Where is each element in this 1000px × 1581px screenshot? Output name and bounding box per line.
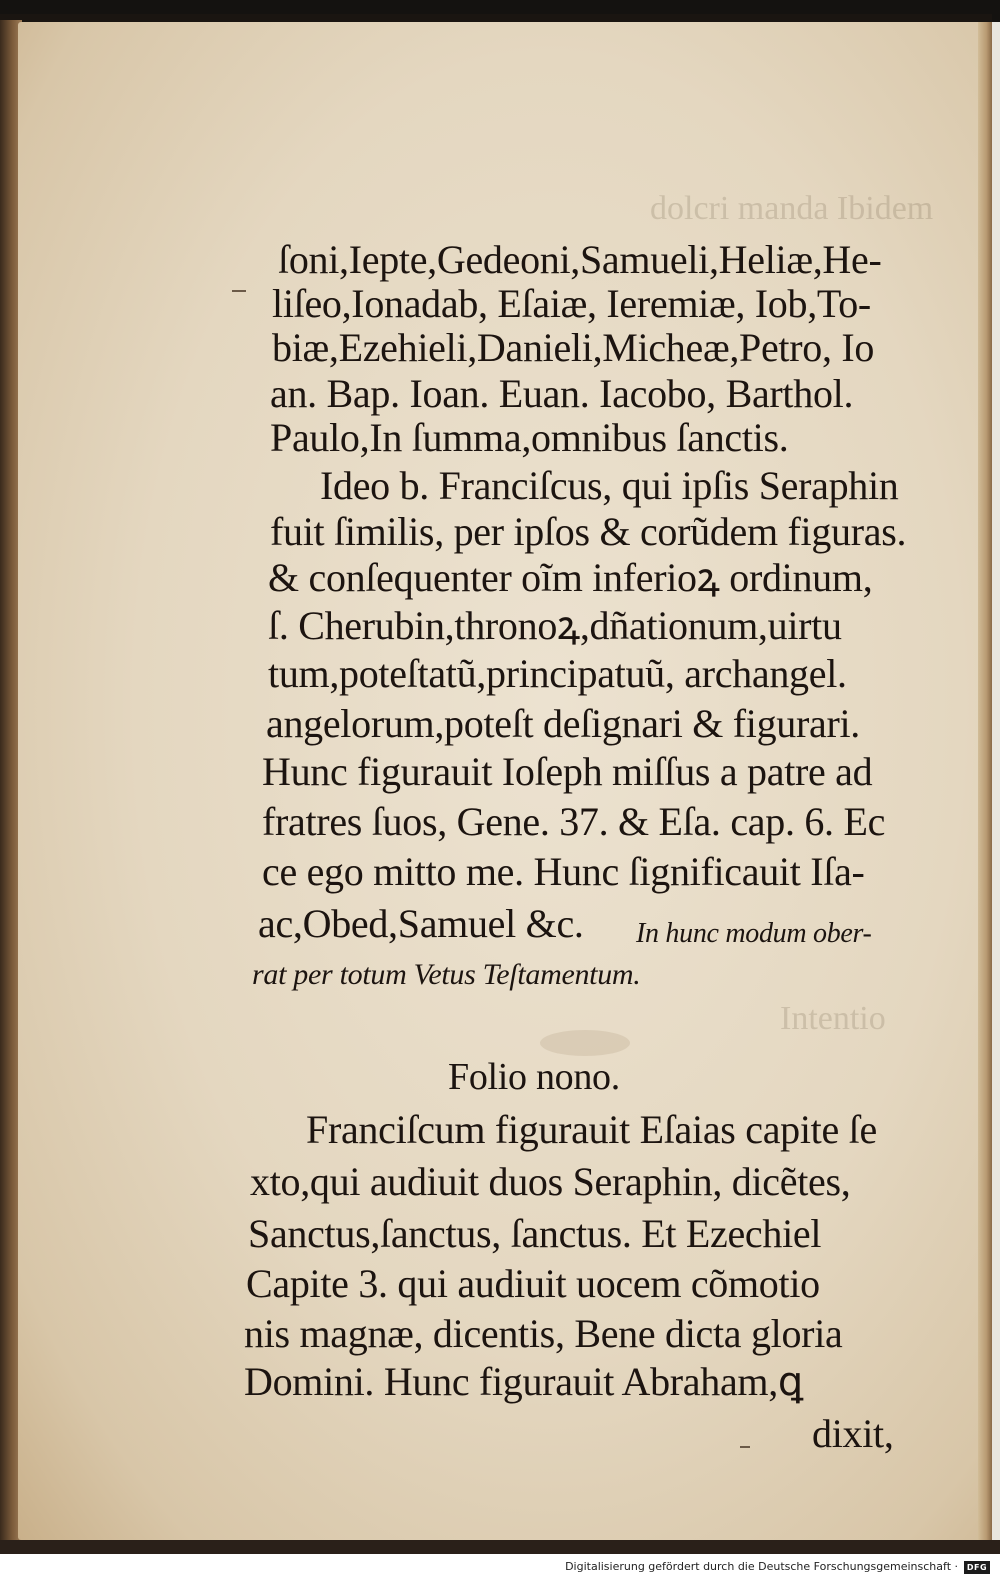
text-line: fuit ſimilis, per ipſos & corũdem figuras. — [270, 509, 907, 554]
section-heading: Folio nono. — [448, 1056, 620, 1098]
scan-bottom-band — [0, 1540, 1000, 1554]
page-right-edge — [978, 22, 992, 1540]
text-line: Ideo b. Franciſcus, qui ipſis Seraphin — [320, 463, 899, 508]
margin-mark — [232, 290, 246, 292]
text-line: Domini. Hunc figurauit Abraham,ꝗ — [244, 1359, 804, 1404]
text-line: Capite 3. qui audiuit uocem cõmotio — [246, 1261, 820, 1306]
text-line: ac,Obed,Samuel &c. — [258, 901, 584, 946]
catchword: dixit, — [812, 1411, 894, 1456]
text-line: Franciſcum figurauit Eſaias capite ſe — [306, 1107, 877, 1152]
italic-note: In hunc modum ober- — [636, 918, 872, 949]
dfg-logo: DFG — [964, 1561, 990, 1574]
margin-mark — [740, 1446, 750, 1448]
text-line: an. Bap. Ioan. Euan. Iacobo, Barthol. — [270, 371, 854, 416]
text-line: fratres ſuos, Gene. 37. & Eſa. cap. 6. Ec — [262, 799, 886, 844]
text-line: liſeo,Ionadab, Eſaiæ, Ieremiæ, Iob,To- — [272, 281, 871, 326]
text-line: Hunc figurauit Ioſeph miſſus a patre ad — [262, 749, 873, 794]
text-line: Paulo,In ſumma,omnibus ſanctis. — [270, 415, 789, 460]
text-line: ce ego mitto me. Hunc ſignificauit Iſa- — [262, 849, 865, 894]
text-line: xto,qui audiuit duos Seraphin, dicẽtes, — [250, 1159, 851, 1204]
text-line: nis magnæ, dicentis, Bene dicta gloria — [244, 1311, 843, 1356]
text-line: ſ. Cherubin,thronoꝝ,dñationum,uirtu — [268, 603, 842, 648]
italic-note: rat per totum Vetus Teſtamentum. — [252, 958, 641, 991]
text-line: & conſequenter oĩm inferioꝝ ordinum, — [268, 555, 873, 600]
footer-credit: Digitalisierung gefördert durch die Deutsche Forschungsgemeinschaft · — [565, 1560, 958, 1573]
text-line: ſoni,Iepte,Gedeoni,Samueli,Heliæ,He- — [278, 237, 882, 282]
text-line: Sanctus,ſanctus, ſanctus. Et Ezechiel — [248, 1211, 822, 1256]
text-line: tum,poteſtatũ,principatuũ, archangel. — [268, 651, 847, 696]
text-line: biæ,Ezehieli,Danieli,Micheæ,Petro, Io — [272, 325, 875, 370]
text-line: angelorum,poteſt deſignari & figurari. — [266, 701, 860, 746]
show-through-text: Intentio — [780, 1000, 886, 1037]
stain — [540, 1030, 630, 1056]
show-through-text: dolcri manda Ibidem — [650, 190, 934, 227]
